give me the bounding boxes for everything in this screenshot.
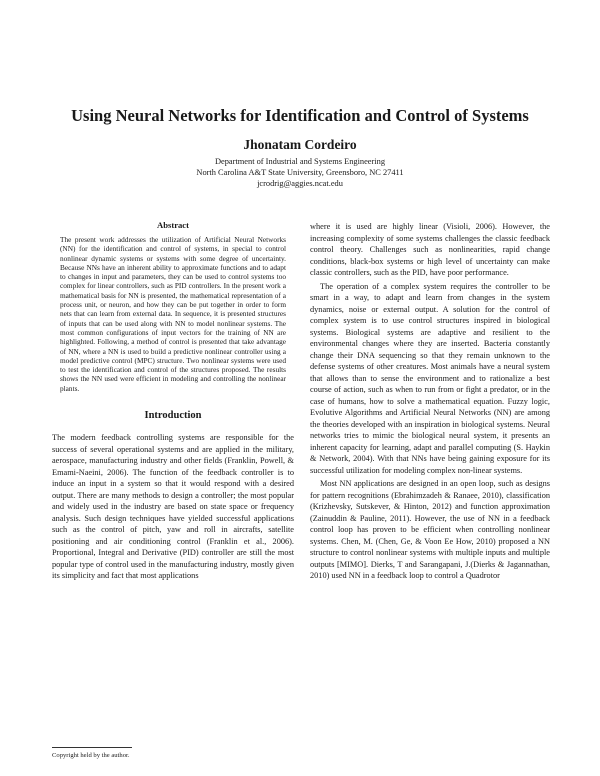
abstract-heading: Abstract [157,220,189,230]
department: Department of Industrial and Systems Engineering [214,157,386,166]
copyright-footnote: Copyright held by the author. [52,752,130,759]
author-email: jcrodrig@aggies.ncat.edu [257,179,343,188]
affiliation-block [0,156,600,189]
intro-paragraph-1: The modern feedback controlling systems are responsible for the success of several operational systems and are applied in the military, aerospace, manufacturing industry and other fields (Franklin, Powell, & Emami-Naeini, 2006). The function of the feedback controller is to induce an input in a system so that it would respond with a desired output. There are many methods to design a controller; the most popular and widely used in the industry are based on state space or frequency analysis. Such design techniques have yielded successful applications such as the control of pitch, yaw and roll in aircrafts, satellite positioning and air conditioning control (Franklin et al., 2006). Proportional, Integral and Derivative (PID) controller are still the most popular type of control used in the manufacturing industry, mostly given its simplicity and fact that most applications [52,433,294,581]
intro-paragraph-4: Most NN applications are designed in an open loop, such as designs for pattern recognitions (Ebrahimzadeh & Ranaee, 2010), classification (Krizhevsky, Sutskever, & Hinton, 2012) and function approximation (Zainuddin & Pauline, 2011). However, the use of NN in a feedback control loop has proven to be efficient when controlling nonlinear systems. Chen, M. (Chen, Ge, & Voon Ee How, 2010) proposed a NN structure to control nonlinear systems with multiple inputs and multiple outputs [MIMO]. Dierks, T and Sarangapani, J.(Dierks & Jagannathan, 2010) used NN in a feedback loop to control a Quadrotor [310,479,550,580]
introduction-heading: Introduction [144,410,202,422]
university: North Carolina A&T State University, Greensboro, NC 27411 [196,168,404,177]
intro-paragraph-2: where it is used are highly linear (Visioli, 2006). However, the increasing complexity of some systems challenges the classic feedback control theory. Challenges such as nonlinearities, rapid change conditions, black-box systems or high level of uncertainty can make classic controllers, such as the PID, have poor performance. [310,222,550,277]
author-name: Jhonatam Cordeiro [243,137,357,152]
right-column [310,221,550,582]
left-column [52,220,294,582]
footnote-rule [52,747,132,748]
abstract-text: The present work addresses the utilization of Artificial Neural Networks (NN) for the identification and control of systems, in special to control nonlinear dynamic systems or systems with some degree of uncertainty. Because NNs have an inherent ability to approximate functions and to adapt to changes in input and parameters, they can be used to control systems too complex for linear controllers, such as PID controllers. In the present work a mathematical basis for NN is presented, the mathematical representation of a process unit, or neuron, and how they can be put together in order to form nets that can learn from external data. In sequence, it is presented structures of inputs that can be used along with NN to model nonlinear systems. The most common configurations of input vectors for the training of NN are highlighted. Following, a method of control is presented that take advantage of NN, where a NN is used to build a predictive nonlinear controller using a model predictive control (MPC) structure. Two nonlinear systems were used to test the identification and control of the structures proposed. The results shows the NN used were efficient in modeling and controlling the nonlinear plants. [60,235,286,393]
paper-title: Using Neural Networks for Identification and Control of Systems [71,106,529,125]
intro-paragraph-3: The operation of a complex system requires the controller to be smart in a way, to adapt and learn from changes in the system dynamics, noise or external output. A solution for the control of complex system is to use control structures inspired in biological systems. Biological systems are adaptive and resilient to the environmental changes where they are inserted. Bacteria constantly change their DNA sequencing so that they remain unknown to the defense systems of other creatures. Most animals have a neural system that allows than to sense the environment and to rationalize a best course of action, such as when to run from or fight a predator, or in the case of humans, how to solve a mathematical equation. Fuzzy logic, Evolutive Algorithms and Artificial Neural Networks (NN) are among the theories developed with an inspiration in biological systems. Neural networks tries to mimic the biological neural system, it presents an inherent capacity for learning, adapt and parallel computing (S. Haykin & Network, 2004). With that NNs have being gaining exposure for its successful utilization for modeling complex non-linear systems. [310,281,550,475]
